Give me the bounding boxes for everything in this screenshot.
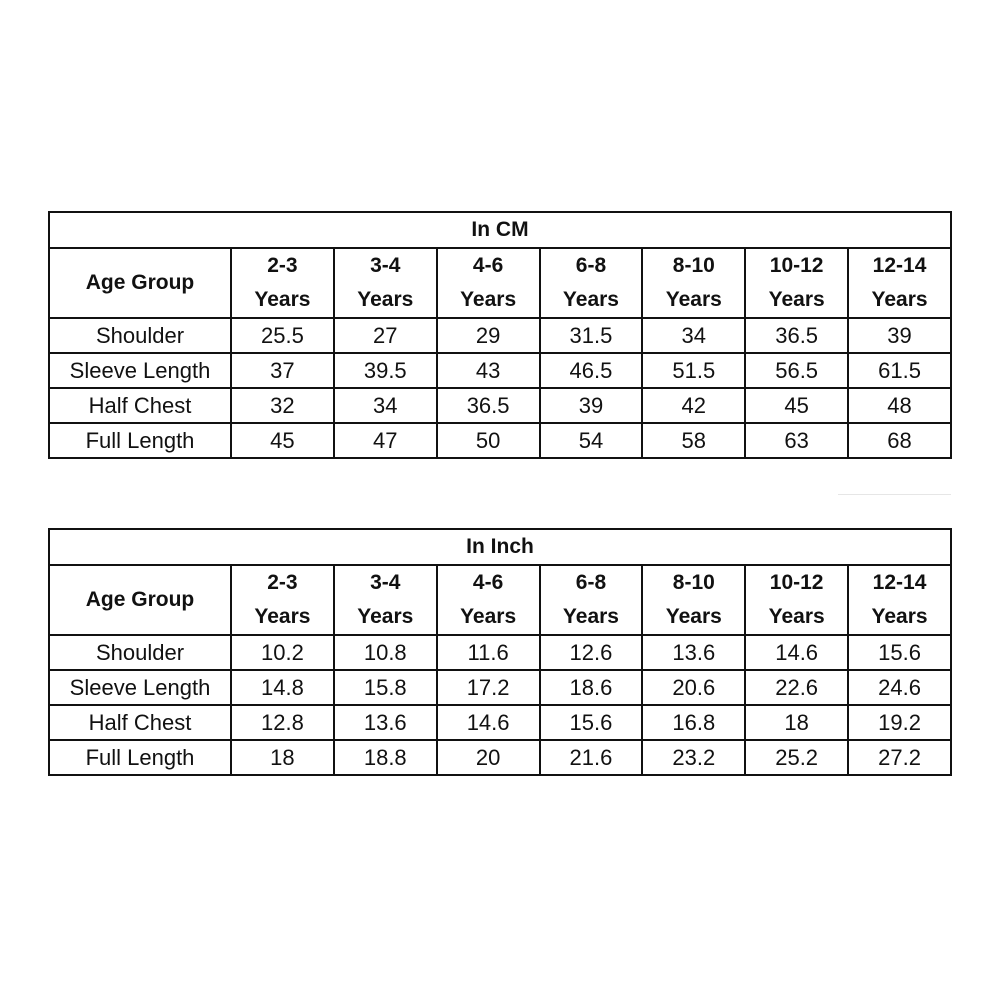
measurement-value: 19.2 xyxy=(848,705,951,740)
measurement-label: Sleeve Length xyxy=(49,353,231,388)
age-range: 10-12 xyxy=(769,254,824,277)
table-header-row xyxy=(49,248,951,318)
measurement-value: 54 xyxy=(540,423,643,458)
measurement-value: 31.5 xyxy=(540,318,643,353)
measurement-value: 25.5 xyxy=(231,318,334,353)
measurement-value: 10.2 xyxy=(231,635,334,670)
age-unit: Years xyxy=(460,605,517,628)
measurement-value: 13.6 xyxy=(642,635,745,670)
age-unit: Years xyxy=(665,288,722,311)
measurement-value: 18.6 xyxy=(540,670,643,705)
measurement-value: 39.5 xyxy=(334,353,437,388)
age-unit: Years xyxy=(254,605,311,628)
measurement-value: 23.2 xyxy=(642,740,745,775)
measurement-value: 50 xyxy=(437,423,540,458)
measurement-value: 10.8 xyxy=(334,635,437,670)
measurement-value: 12.6 xyxy=(540,635,643,670)
measurement-value: 37 xyxy=(231,353,334,388)
measurement-value: 47 xyxy=(334,423,437,458)
measurement-value: 18 xyxy=(745,705,848,740)
age-range: 4-6 xyxy=(472,254,504,277)
age-range: 2-3 xyxy=(267,571,298,594)
age-column-header xyxy=(334,565,437,635)
measurement-value: 14.6 xyxy=(745,635,848,670)
age-group-header: Age Group xyxy=(49,565,231,635)
age-unit: Years xyxy=(562,288,619,311)
age-column-header xyxy=(745,248,848,318)
table-row xyxy=(49,423,951,458)
measurement-value: 20 xyxy=(437,740,540,775)
age-column-header xyxy=(231,565,334,635)
measurement-label: Half Chest xyxy=(49,388,231,423)
table-title: In CM xyxy=(49,212,951,248)
measurement-label: Shoulder xyxy=(49,318,231,353)
measurement-value: 24.6 xyxy=(848,670,951,705)
table-row xyxy=(49,635,951,670)
table-row xyxy=(49,388,951,423)
size-table-cm xyxy=(48,211,952,459)
measurement-value: 14.8 xyxy=(231,670,334,705)
age-range: 12-14 xyxy=(872,571,927,594)
size-table-inch-body xyxy=(49,529,951,775)
measurement-value: 27 xyxy=(334,318,437,353)
age-range: 2-3 xyxy=(267,254,298,277)
measurement-value: 36.5 xyxy=(437,388,540,423)
table-title-row xyxy=(49,529,951,565)
age-unit: Years xyxy=(460,288,517,311)
measurement-value: 20.6 xyxy=(642,670,745,705)
age-column-header xyxy=(231,248,334,318)
measurement-value: 61.5 xyxy=(848,353,951,388)
measurement-label: Full Length xyxy=(49,423,231,458)
age-column-header xyxy=(848,565,951,635)
measurement-value: 46.5 xyxy=(540,353,643,388)
measurement-label: Full Length xyxy=(49,740,231,775)
measurement-value: 45 xyxy=(745,388,848,423)
divider-line xyxy=(838,494,951,495)
age-column-header xyxy=(437,248,540,318)
table-title: In Inch xyxy=(49,529,951,565)
age-column-header xyxy=(642,248,745,318)
age-range: 12-14 xyxy=(872,254,927,277)
measurement-value: 32 xyxy=(231,388,334,423)
age-unit: Years xyxy=(562,605,619,628)
table-header-row xyxy=(49,565,951,635)
measurement-value: 15.8 xyxy=(334,670,437,705)
table-row xyxy=(49,740,951,775)
age-unit: Years xyxy=(871,605,928,628)
table-title-row xyxy=(49,212,951,248)
measurement-value: 39 xyxy=(540,388,643,423)
age-unit: Years xyxy=(768,288,825,311)
age-column-header xyxy=(745,565,848,635)
measurement-label: Sleeve Length xyxy=(49,670,231,705)
measurement-value: 56.5 xyxy=(745,353,848,388)
age-unit: Years xyxy=(357,605,414,628)
measurement-value: 12.8 xyxy=(231,705,334,740)
age-range: 3-4 xyxy=(370,571,401,594)
size-table-inch xyxy=(48,528,952,776)
age-column-header xyxy=(437,565,540,635)
measurement-value: 36.5 xyxy=(745,318,848,353)
measurement-value: 68 xyxy=(848,423,951,458)
size-table-cm-body xyxy=(49,212,951,458)
measurement-value: 43 xyxy=(437,353,540,388)
measurement-value: 17.2 xyxy=(437,670,540,705)
measurement-value: 16.8 xyxy=(642,705,745,740)
age-range: 10-12 xyxy=(769,571,824,594)
measurement-value: 11.6 xyxy=(437,635,540,670)
measurement-value: 51.5 xyxy=(642,353,745,388)
measurement-value: 45 xyxy=(231,423,334,458)
measurement-label: Half Chest xyxy=(49,705,231,740)
age-group-header: Age Group xyxy=(49,248,231,318)
age-range: 3-4 xyxy=(370,254,401,277)
measurement-value: 58 xyxy=(642,423,745,458)
measurement-value: 63 xyxy=(745,423,848,458)
table-row xyxy=(49,670,951,705)
measurement-value: 21.6 xyxy=(540,740,643,775)
table-row xyxy=(49,353,951,388)
measurement-value: 15.6 xyxy=(540,705,643,740)
measurement-value: 42 xyxy=(642,388,745,423)
table-row xyxy=(49,705,951,740)
age-unit: Years xyxy=(254,288,311,311)
age-unit: Years xyxy=(871,288,928,311)
measurement-label: Shoulder xyxy=(49,635,231,670)
measurement-value: 14.6 xyxy=(437,705,540,740)
measurement-value: 27.2 xyxy=(848,740,951,775)
measurement-value: 22.6 xyxy=(745,670,848,705)
measurement-value: 48 xyxy=(848,388,951,423)
measurement-value: 25.2 xyxy=(745,740,848,775)
age-unit: Years xyxy=(768,605,825,628)
age-column-header xyxy=(540,248,643,318)
measurement-value: 13.6 xyxy=(334,705,437,740)
age-unit: Years xyxy=(665,605,722,628)
age-range: 8-10 xyxy=(672,571,715,594)
age-unit: Years xyxy=(357,288,414,311)
age-range: 4-6 xyxy=(472,571,504,594)
measurement-value: 39 xyxy=(848,318,951,353)
measurement-value: 34 xyxy=(334,388,437,423)
age-column-header xyxy=(848,248,951,318)
age-range: 6-8 xyxy=(575,571,607,594)
age-range: 8-10 xyxy=(672,254,715,277)
table-row xyxy=(49,318,951,353)
measurement-value: 29 xyxy=(437,318,540,353)
age-column-header xyxy=(642,565,745,635)
measurement-value: 34 xyxy=(642,318,745,353)
age-column-header xyxy=(334,248,437,318)
measurement-value: 18 xyxy=(231,740,334,775)
measurement-value: 18.8 xyxy=(334,740,437,775)
age-range: 6-8 xyxy=(575,254,607,277)
measurement-value: 15.6 xyxy=(848,635,951,670)
age-column-header xyxy=(540,565,643,635)
